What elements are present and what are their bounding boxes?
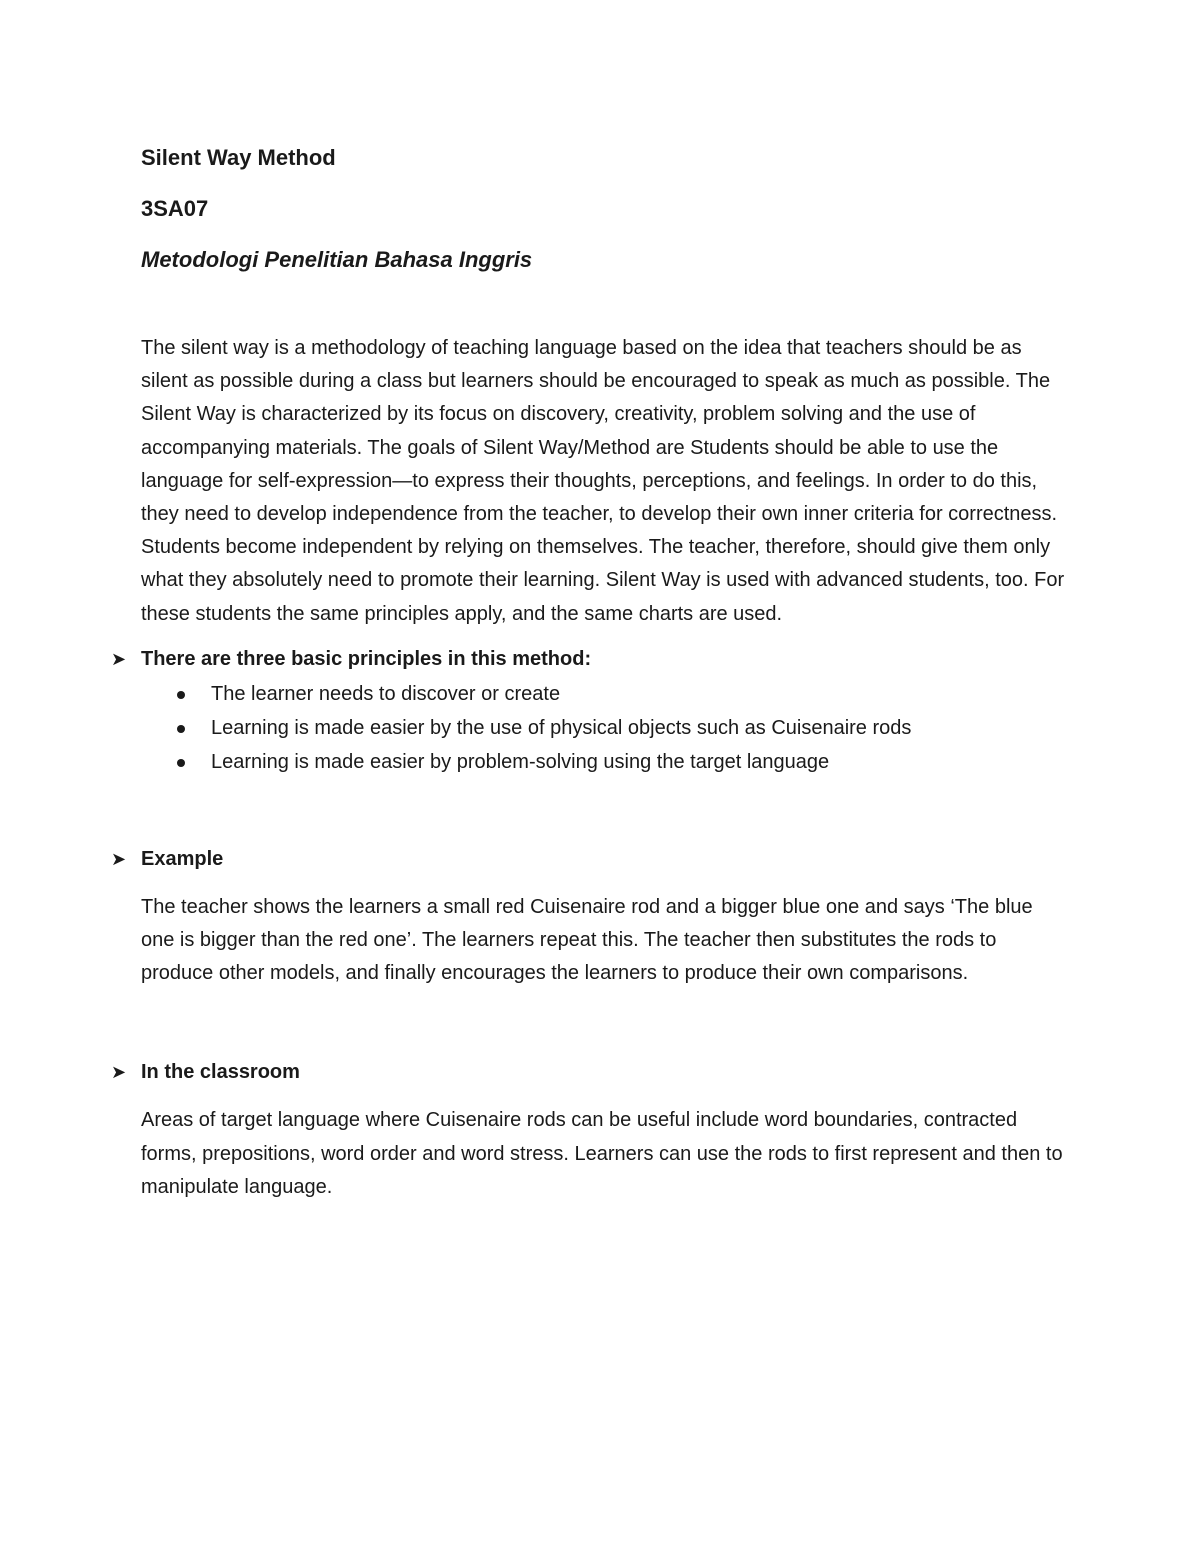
dot-bullet-icon	[177, 759, 185, 767]
classroom-heading-text: In the classroom	[141, 1061, 300, 1084]
classroom-heading	[111, 1056, 1071, 1089]
example-heading-text: Example	[141, 847, 224, 870]
classroom-paragraph: Areas of target language where Cuisenaire rods can be useful include word boundaries, contracted forms, prepositions, word order and word stress. Learners can use the rods to first represent and then to manipulate language.	[141, 1109, 1063, 1198]
list-item	[141, 677, 1071, 711]
principles-heading	[111, 643, 1071, 676]
arrow-bullet-icon: ➤	[111, 848, 127, 869]
arrow-bullet-icon: ➤	[111, 648, 127, 669]
dot-bullet-icon	[177, 725, 185, 733]
classroom-section	[111, 1056, 1071, 1204]
principles-section	[111, 643, 1071, 779]
course-subject: Metodologi Penelitian Bahasa Inggris	[141, 247, 533, 272]
list-item	[141, 745, 1071, 779]
document-title: Silent Way Method	[141, 145, 336, 170]
principles-list	[141, 677, 1071, 779]
document-content	[111, 140, 1071, 1204]
example-heading	[111, 843, 1071, 876]
intro-paragraph: The silent way is a methodology of teaching language based on the idea that teachers should be as silent as possible during a class but learners should be encouraged to speak as much as possible. The Silent Way is characterized by its focus on discovery, creativity, problem solving and the use of accompanying materials. The goals of Silent Way/Method are Students should be able to use the language for self-expression—to express their thoughts, perceptions, and feelings. In order to do this, they need to develop independence from the teacher, to develop their own inner criteria for correctness. Students become independent by relying on themselves. The teacher, therefore, should give them only what they absolutely need to promote their learning. Silent Way is used with advanced students, too. For these students the same principles apply, and the same charts are used.	[141, 337, 1065, 625]
example-section	[111, 843, 1071, 991]
example-paragraph: The teacher shows the learners a small red Cuisenaire rod and a bigger blue one and says ‘The blue one is bigger than the red one’. The learners repeat this. The teacher then substitutes the rods to produce other models, and finally encourages the learners to produce their own comparisons.	[141, 895, 1033, 985]
principles-heading-text: There are three basic principles in this method:	[141, 647, 592, 670]
list-item-text: Learning is made easier by problem-solving using the target language	[211, 750, 830, 773]
arrow-bullet-icon: ➤	[111, 1062, 127, 1083]
list-item	[141, 711, 1071, 745]
class-code: 3SA07	[141, 196, 209, 221]
dot-bullet-icon	[177, 691, 185, 699]
list-item-text: Learning is made easier by the use of physical objects such as Cuisenaire rods	[211, 716, 912, 739]
list-item-text: The learner needs to discover or create	[211, 682, 561, 705]
